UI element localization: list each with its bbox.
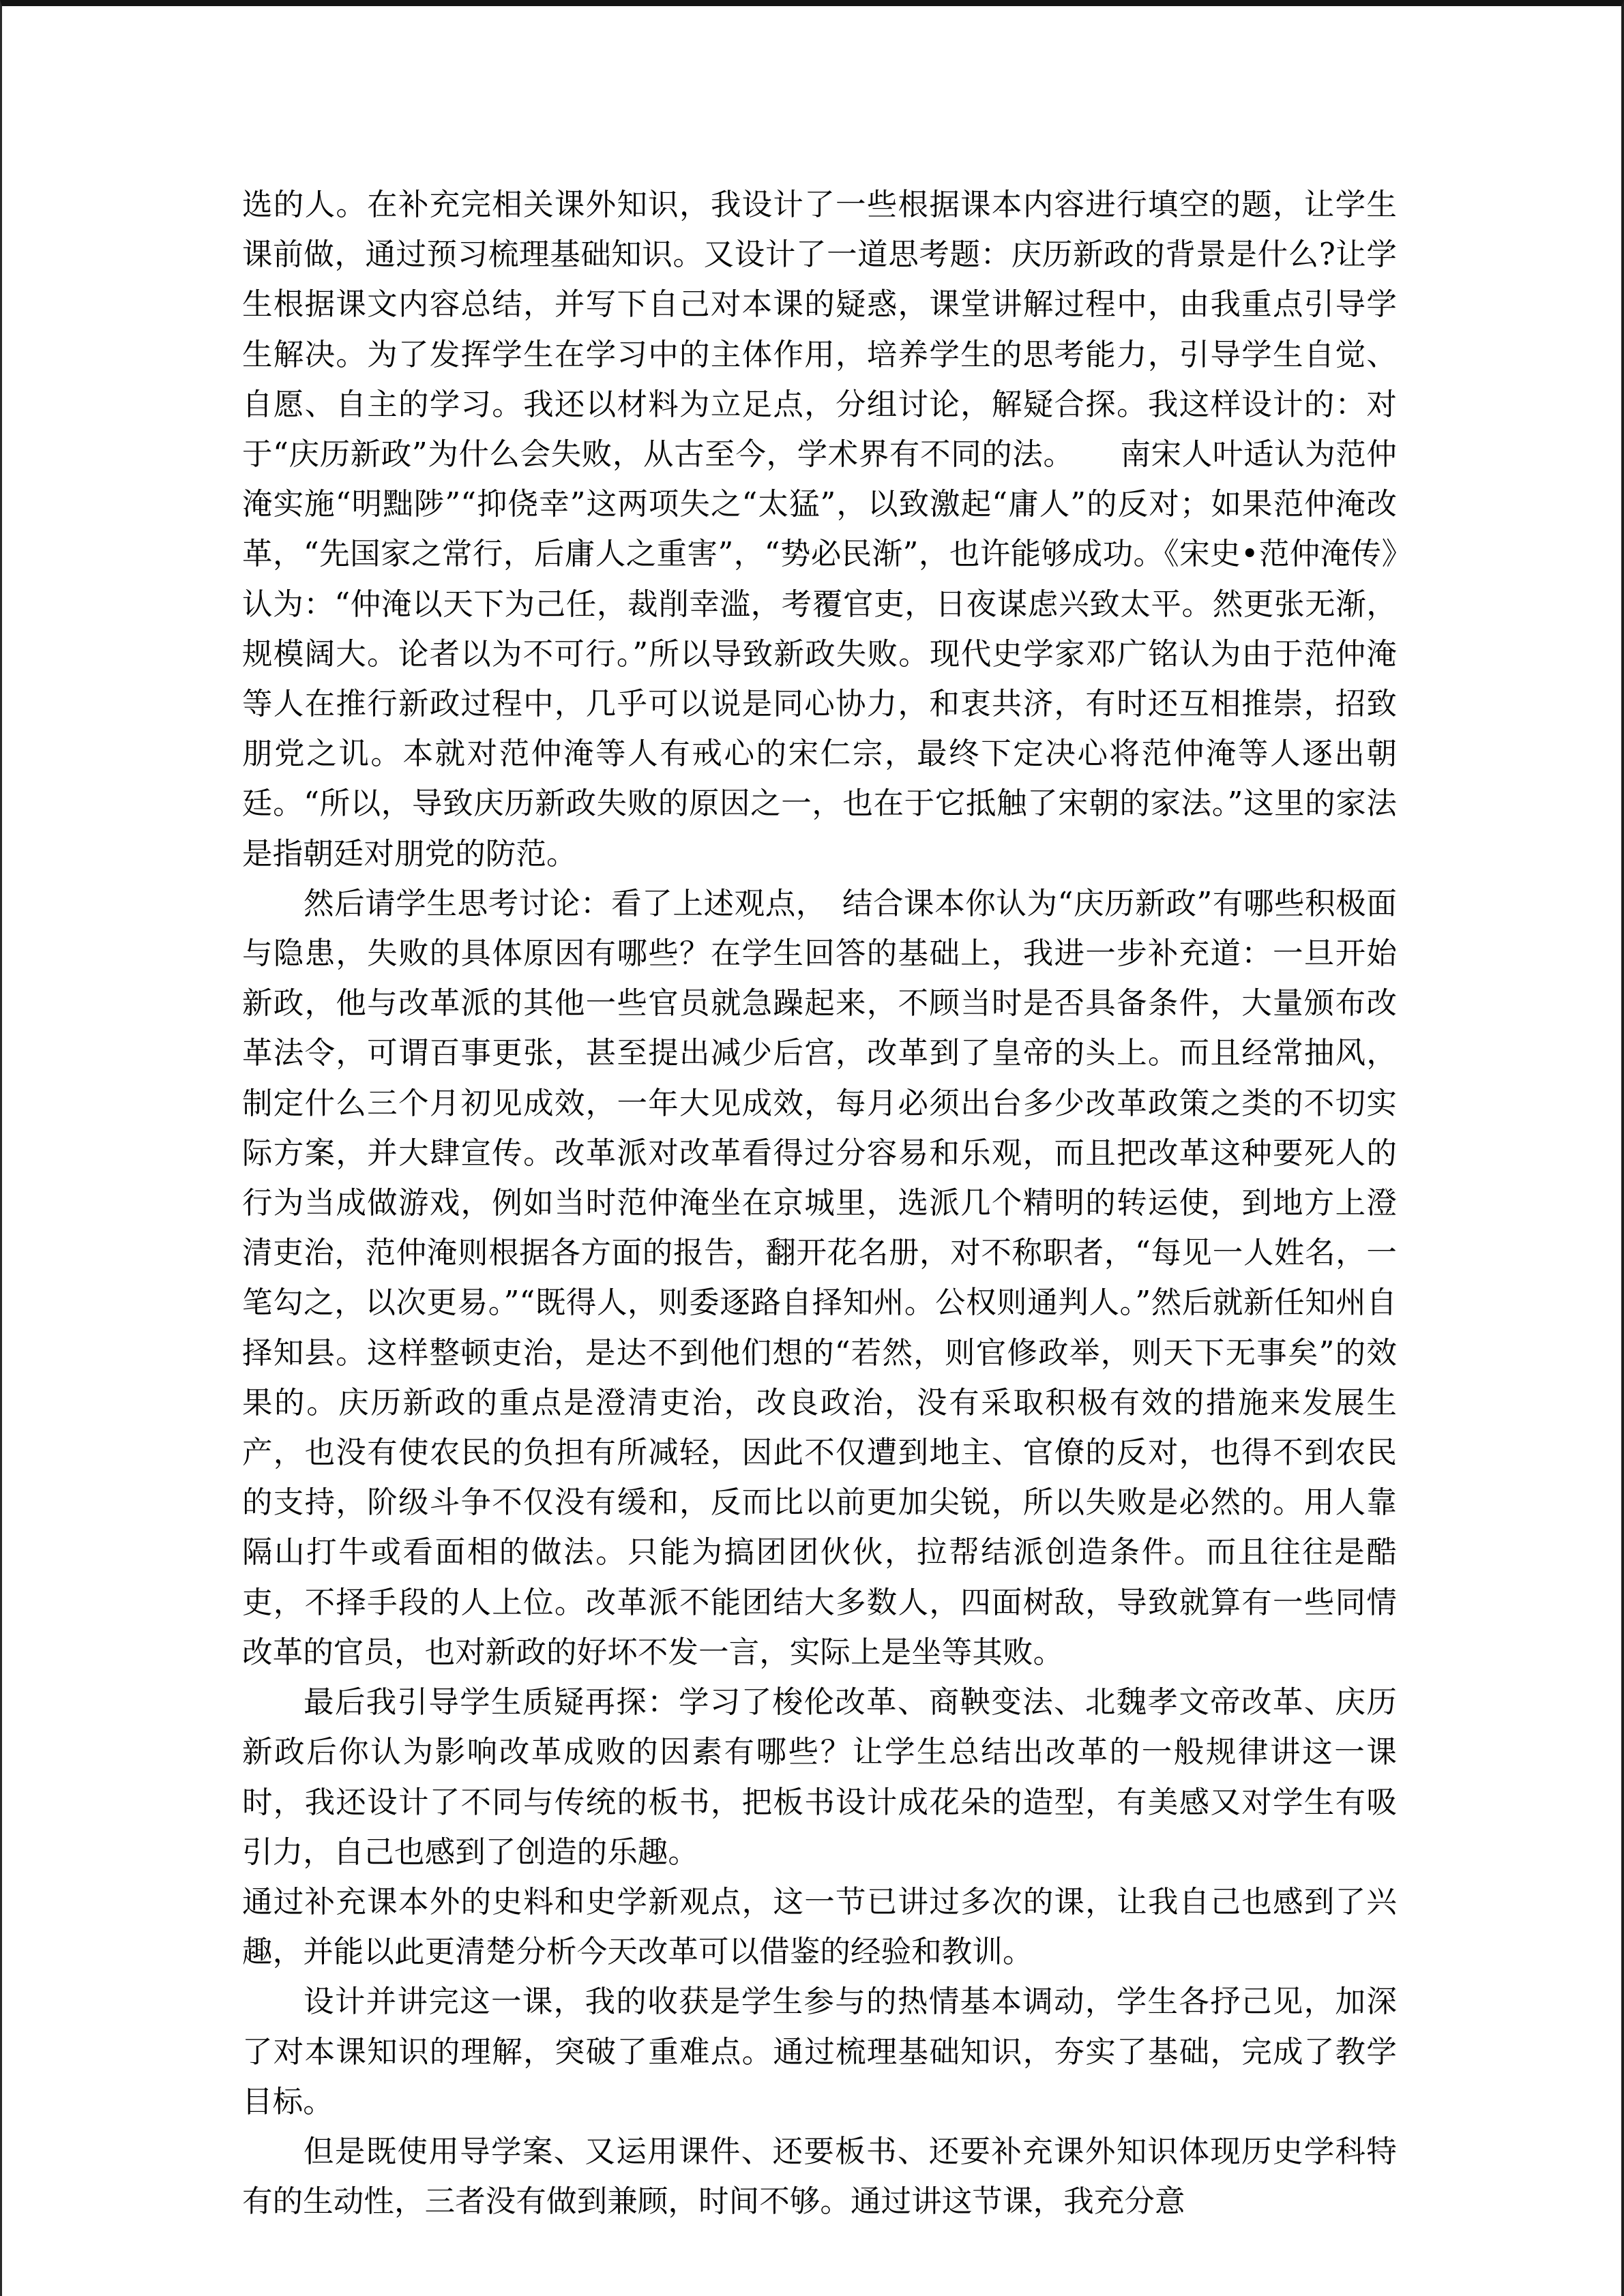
paragraph-6: 但是既使用导学案、又运用课件、还要板书、还要补充课外知识体现历史学科特有的生动性，三者没有做到兼顾，时间不够。通过讲这节课，我充分意 (242, 2134, 1397, 2220)
paragraph-1: 选的人。在补充完相关课外知识，我设计了一些根据课本内容进行填空的题，让学生课前做，通过预习梳理基础知识。又设计了一道思考题：庆历新政的背景是什么?让学生根据课文内容总结，并写下自己对本课的疑惑，课堂讲解过程中，由我重点引导学生解决。为了发挥学生在学习中的主体作用，培养学生的思考能力，引导学生自觉、自愿、自主的学习。我还以材料为立足点，分组讨论，解疑合探。我这样设计的：对于“庆历新政”为什么会失败，从古至今，学术界有不同的法。 南宋人叶适认为范仲淹实施“明黜陟”“抑侥幸”这两项失之“太猛”，以致激起“庸人”的反对；如果范仲淹改革，“先国家之常行，后庸人之重害”，“势必民渐”，也许能够成功。《宋史•范仲淹传》认为：“仲淹以天下为己任，裁削幸滥，考覆官吏，日夜谋虑兴致太平。然更张无渐，规模阔大。论者以为不可行。”所以导致新政失败。现代史学家邓广铭认为由于范仲淹等人在推行新政过程中，几乎可以说是同心协力，和衷共济，有时还互相推崇，招致朋党之讥。本就对范仲淹等人有戒心的宋仁宗，最终下定决心将范仲淹等人逐出朝廷。“所以，导致庆历新政失败的原因之一，也在于它抵触了宋朝的家法。”这里的家法是指朝廷对朋党的防范。 (242, 188, 1397, 871)
paragraph-5: 设计并讲完这一课，我的收获是学生参与的热情基本调动，学生各抒己见，加深了对本课知识的理解，突破了重难点。通过梳理基础知识，夯实了基础，完成了教学目标。 (242, 1984, 1397, 2119)
paragraph-4: 通过补充课本外的史料和史学新观点，这一节已讲过多次的课，让我自己也感到了兴趣，并能以此更清楚分析今天改革可以借鉴的经验和教训。 (242, 1884, 1397, 1970)
paragraph-3: 最后我引导学生质疑再探：学习了梭伦改革、商鞅变法、北魏孝文帝改革、庆历新政后你认为影响改革成败的因素有哪些？让学生总结出改革的一般规律讲这一课时，我还设计了不同与传统的板书，把板书设计成花朵的造型，有美感又对学生有吸引力，自己也感到了创造的乐趣。 (242, 1685, 1397, 1870)
paragraph-2: 然后请学生思考讨论：看了上述观点， 结合课本你认为“庆历新政”有哪些积极面与隐患，失败的具体原因有哪些？在学生回答的基础上，我进一步补充道：一旦开始新政，他与改革派的其他一些官员就急躁起来，不顾当时是否具备条件，大量颁布改革法令，可谓百事更张，甚至提出减少后宫，改革到了皇帝的头上。而且经常抽风，制定什么三个月初见成效，一年大见成效，每月必须出台多少改革政策之类的不切实际方案，并大肆宣传。改革派对改革看得过分容易和乐观，而且把改革这种要死人的行为当成做游戏，例如当时范仲淹坐在京城里，选派几个精明的转运使，到地方上澄清吏治，范仲淹则根据各方面的报告，翻开花名册，对不称职者，“每见一人姓名，一笔勾之，以次更易。”“既得人，则委逐路自择知州。公权则通判人。”然后就新任知州自择知县。这样整顿吏治，是达不到他们想的“若然，则官修政举，则天下无事矣”的效果的。庆历新政的重点是澄清吏治，改良政治，没有采取积极有效的措施来发展生产，也没有使农民的负担有所减轻，因此不仅遭到地主、官僚的反对，也得不到农民的支持，阶级斗争不仅没有缓和，反而比以前更加尖锐，所以失败是必然的。用人靠隔山打牛或看面相的做法。只能为搞团团伙伙，拉帮结派创造条件。而且往往是酷吏，不择手段的人上位。改革派不能团结大多数人，四面树敌，导致就算有一些同情改革的官员，也对新政的好坏不发一言，实际上是坐等其败。 (242, 886, 1397, 1670)
document-text-body (242, 180, 1397, 2226)
